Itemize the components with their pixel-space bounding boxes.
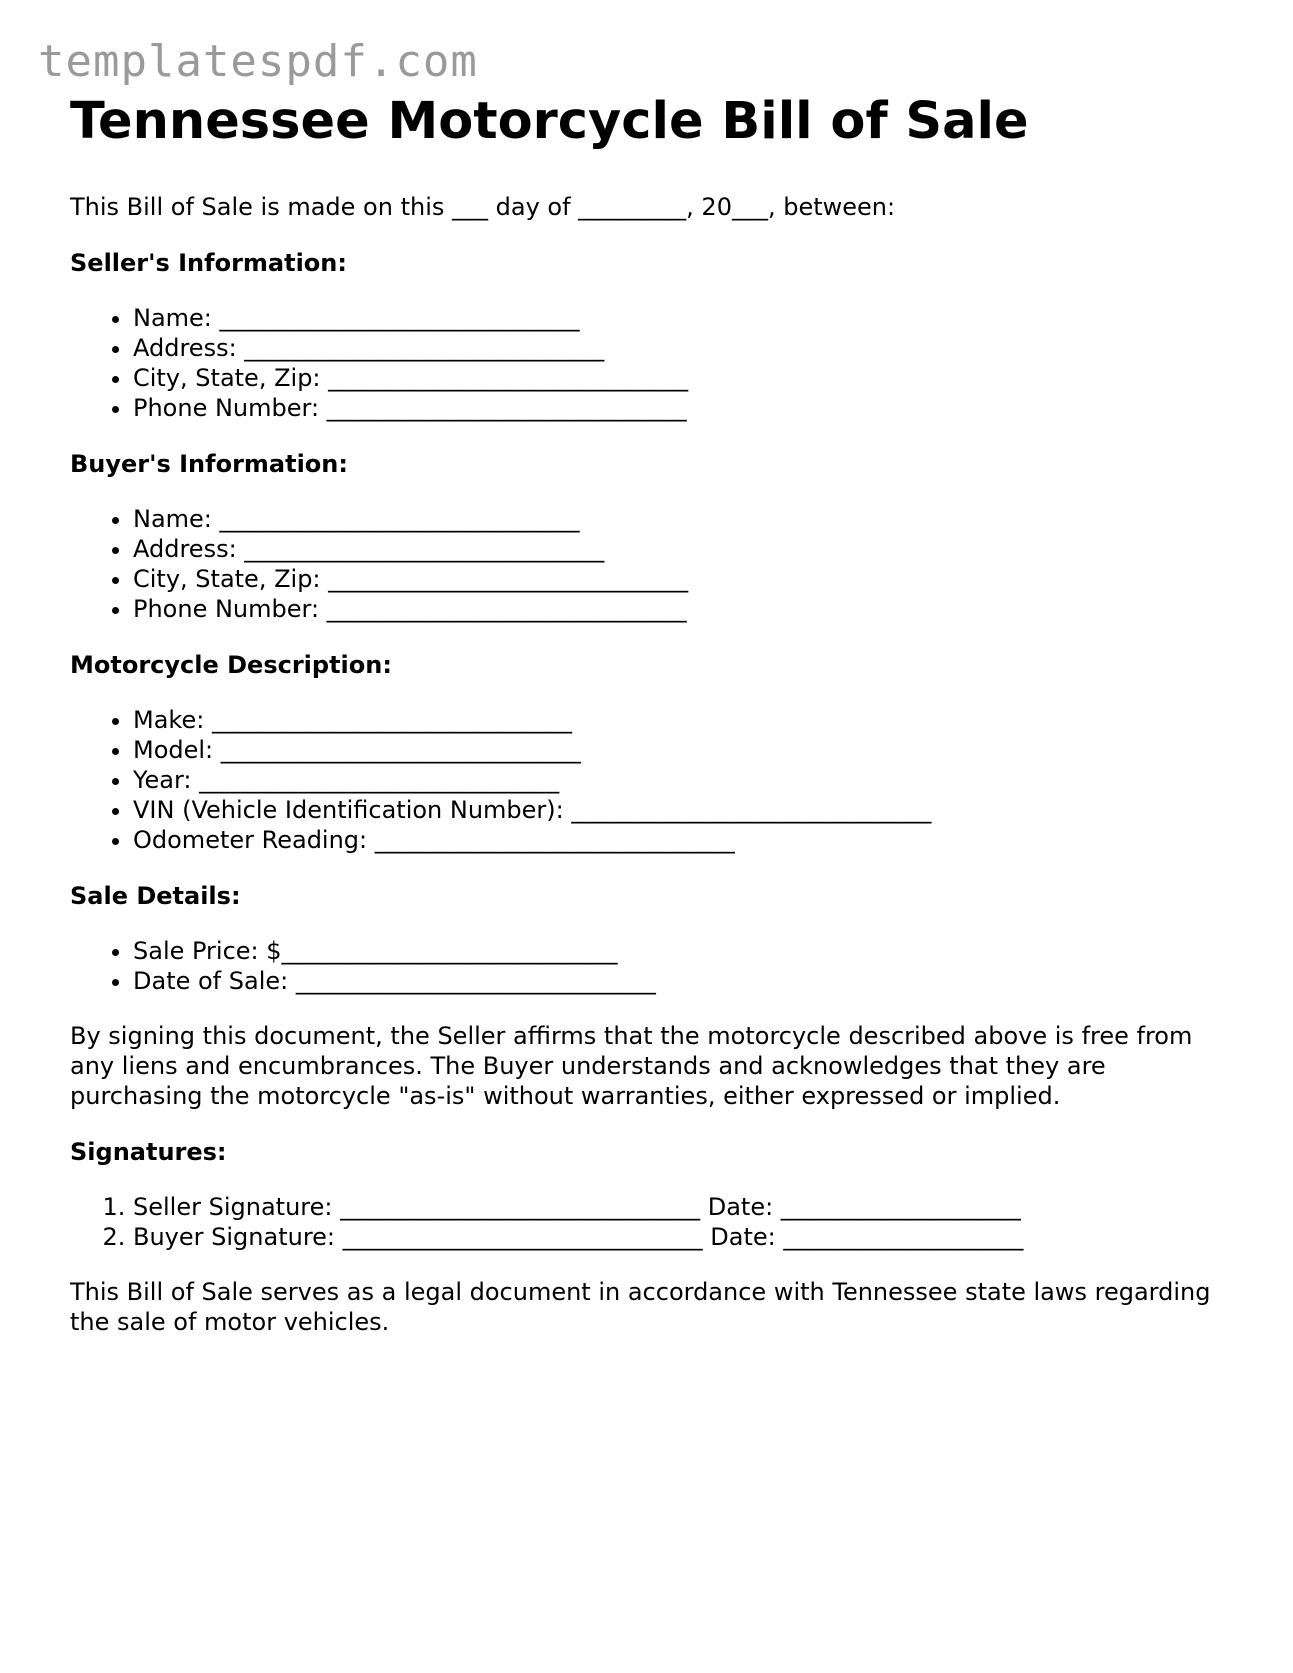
buyer-name-field: • Name: ______________________________ (133, 504, 1230, 534)
sale-details-list (70, 936, 1230, 996)
motorcycle-odometer-field: • Odometer Reading: ______________________________ (133, 825, 1230, 855)
buyer-address-field: • Address: ______________________________ (133, 534, 1230, 564)
seller-name-field: • Name: ______________________________ (133, 303, 1230, 333)
seller-heading: Seller's Information: (70, 249, 347, 277)
seller-info-list (70, 303, 1230, 423)
seller-phone-field: • Phone Number: ______________________________ (133, 393, 1230, 423)
seller-city-state-zip-field: • City, State, Zip: ______________________________ (133, 363, 1230, 393)
sale-details-heading: Sale Details: (70, 882, 241, 910)
buyer-signature-line: 2. Buyer Signature: ______________________________ Date: ____________________ (133, 1222, 1230, 1252)
buyer-heading: Buyer's Information: (70, 450, 348, 478)
buyer-info-list (70, 504, 1230, 624)
document-body (70, 88, 1230, 1337)
sale-date-field: • Date of Sale: ______________________________ (133, 966, 1230, 996)
motorcycle-vin-field: • VIN (Vehicle Identification Number): ______________________________ (133, 795, 1230, 825)
buyer-city-state-zip-field: • City, State, Zip: ______________________________ (133, 564, 1230, 594)
motorcycle-info-list (70, 705, 1230, 855)
intro-paragraph: This Bill of Sale is made on this ___ day of _________, 20___, between: (70, 193, 896, 221)
buyer-phone-field: • Phone Number: ______________________________ (133, 594, 1230, 624)
motorcycle-model-field: • Model: ______________________________ (133, 735, 1230, 765)
motorcycle-heading: Motorcycle Description: (70, 651, 392, 679)
motorcycle-year-field: • Year: ______________________________ (133, 765, 1230, 795)
signatures-list (70, 1192, 1230, 1252)
seller-signature-line: 1. Seller Signature: ______________________________ Date: ____________________ (133, 1192, 1230, 1222)
seller-address-field: • Address: ______________________________ (133, 333, 1230, 363)
sale-price-field: • Sale Price: $____________________________ (133, 936, 1230, 966)
affirmation-paragraph: By signing this document, the Seller affirms that the motorcycle described above is free from any liens and encumbrances. The Buyer understands and acknowledges that they are purchasing the motorcycle "as-is" without warranties, either expressed or implied. (70, 1022, 1193, 1110)
signatures-heading: Signatures: (70, 1138, 227, 1166)
watermark-logo: templatespdf.com (38, 36, 478, 87)
motorcycle-make-field: • Make: ______________________________ (133, 705, 1230, 735)
closing-paragraph: This Bill of Sale serves as a legal document in accordance with Tennessee state laws regarding the sale of motor vehicles. (70, 1278, 1211, 1336)
document-title: Tennessee Motorcycle Bill of Sale (70, 92, 1029, 151)
